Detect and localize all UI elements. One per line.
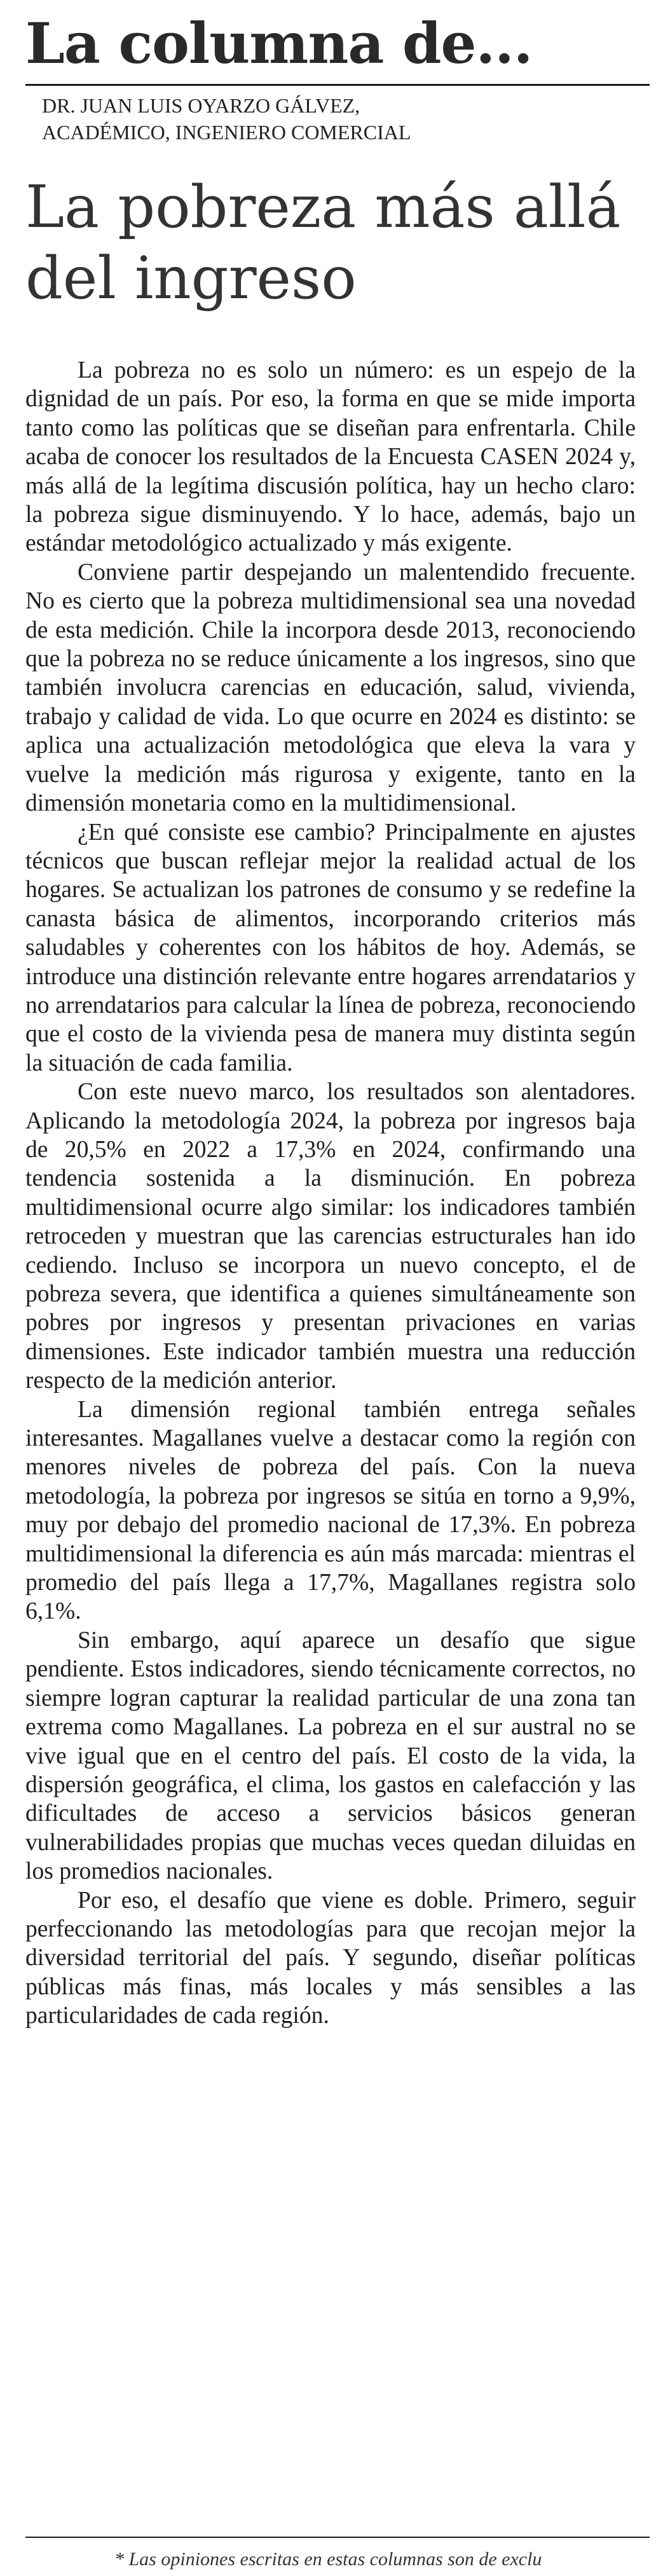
article-paragraph: La dimensión regional también entrega señales interesantes. Magallanes vuelve a destacar como la región con menores niveles de pobreza del país. Con la nueva metodología, la pobreza por ingresos se sitúa en torno a 9,9%, muy por debajo del promedio nacional de 17,3%. En pobreza multidimensional la diferencia es aún más marcada: mientras el promedio del país llega a 17,7%, Magallanes registra solo 6,1%. [25,1396,636,1625]
author-role: ACADÉMICO, INGENIERO COMERCIAL [42,121,411,144]
footer-divider [25,2537,650,2538]
article-paragraph: ¿En qué consiste ese cambio? Principalmente en ajustes técnicos que buscan reflejar mejor la realidad actual de los hogares. Se actualizan los patrones de consumo y se redefine la canasta básica de alimentos, incorporando criterios más saludables y coherentes con los hábitos de hoy. Además, se introduce una distinción relevante entre hogares arrendatarios y no arrendatarios para calcular la línea de pobreza, reconociendo que el costo de la vivienda pesa de manera muy distinta según la situación de cada familia. [25,819,636,1076]
article-headline: La pobreza más allá del ingreso [25,173,621,312]
header-divider [25,84,650,86]
article-body [25,356,636,2031]
disclaimer-footnote: * Las opiniones escritas en estas columnas son de exclu [114,2549,542,2570]
article-paragraph: Sin embargo, aquí aparece un desafío que sigue pendiente. Estos indicadores, siendo técnicamente correctos, no siempre logran capturar la realidad particular de una zona tan extrema como Magallanes. La pobreza en el sur austral no se vive igual que en el centro del país. El costo de la vida, la dispersión geográfica, el clima, los gastos en calefacción y las dificultades de acceso a servicios básicos generan vulnerabilidades propias que muchas veces quedan diluidas en los promedios nacionales. [25,1627,636,1885]
article-paragraph: Con este nuevo marco, los resultados son alentadores. Aplicando la metodología 2024, la pobreza por ingresos baja de 20,5% en 2022 a 17,3% en 2024, confirmando una tendencia sostenida a la disminución. En pobreza multidimensional ocurre algo similar: los indicadores también retroceden y muestran que las carencias estructurales han ido cediendo. Incluso se incorpora un nuevo concepto, el de pobreza severa, que identifica a quienes simultáneamente son pobres por ingresos y presentan privaciones en varias dimensiones. Este indicador también muestra una reducción respecto de la medición anterior. [25,1079,636,1394]
article-paragraph: Conviene partir despejando un malentendido frecuente. No es cierto que la pobreza multidimensional sea una novedad de esta medición. Chile la incorpora desde 2013, reconociendo que la pobreza no se reduce únicamente a los ingresos, sino que también involucra carencias en educación, salud, vivienda, trabajo y calidad de vida. Lo que ocurre en 2024 es distinto: se aplica una actualización metodológica que eleva la vara y vuelve la medición más rigurosa y exigente, tanto en la dimensión monetaria como en la multidimensional. [25,559,636,817]
article-paragraph: Por eso, el desafío que viene es doble. Primero, seguir perfeccionando las metodologías para que recojan mejor la diversidad territorial del país. Y segundo, diseñar políticas públicas más finas, más locales y más sensibles a las particularidades de cada región. [25,1887,636,2029]
article-paragraph: La pobreza no es solo un número: es un espejo de la dignidad de un país. Por eso, la forma en que se mide importa tanto como las políticas que se diseñan para enfrentarla. Chile acaba de conocer los resultados de la Encuesta CASEN 2024 y, más allá de la legítima discusión política, hay un hecho claro: la pobreza sigue disminuyendo. Y lo hace, además, bajo un estándar metodológico actualizado y más exigente. [25,357,636,557]
author-name: DR. JUAN LUIS OYARZO GÁLVEZ, [42,94,360,117]
column-section-title: La columna de... [25,10,533,76]
author-byline [42,92,411,146]
